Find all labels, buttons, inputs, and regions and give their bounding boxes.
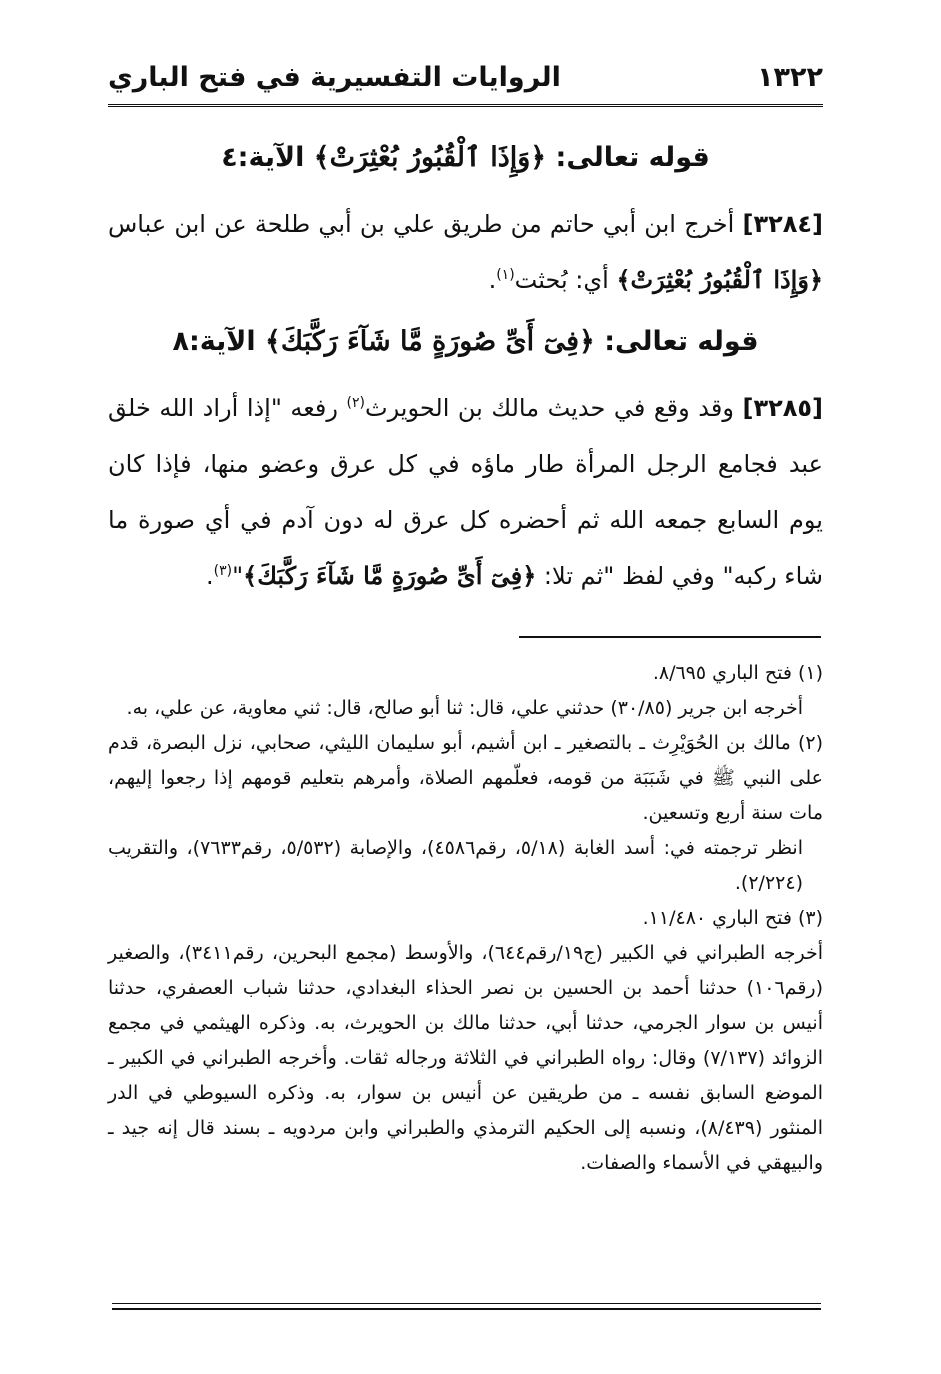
running-title: الروايات التفسيرية في فتح الباري [108,62,561,93]
paragraph-text: وقد وقع في حديث مالك بن الحويرث [364,394,734,422]
heading-suffix: الآية:٨ [172,326,256,357]
paragraph-text: أخرج ابن أبي حاتم من طريق علي بن أبي طلحة عن ابن عباس [108,210,735,238]
paragraph-text: أي: بُحثت [514,266,609,294]
footnote-ref: (٢) [346,395,365,411]
heading-suffix: الآية:٤ [221,142,305,173]
verse-heading-2 [108,322,823,362]
heading-verse: ﴿وَإِذَا ٱلْقُبُورُ بُعْثِرَتْ﴾ [313,142,547,173]
entry-number: [٣٢٨٥] [742,394,823,422]
footnote-2-head: (٢) مالك بن الحُوَيْرِث ـ بالتصغير ـ ابن أشيم، أبو سليمان الليثي، صحابي، نزل البصرة، قدم على النبي ﷺ في شَبَبَة من قومه، فعلّمهم الصلاة، وأمرهم بتعليم قومهم إذا رجعوا إليهم، مات سنة أربع وتسعين. [108,732,823,824]
footnote-ref: (١) [496,267,515,283]
paragraph-3285 [108,380,823,604]
paragraph-end: . [205,562,214,590]
footnote-1-head: (١) فتح الباري ٨/٦٩٥. [652,662,823,684]
paragraph-text: " [232,562,244,590]
page-number: ١٣٢٢ [757,62,823,93]
bottom-rule [112,1303,821,1310]
heading-verse: ﴿فِىٓ أَىِّ صُورَةٍ مَّا شَآءَ رَكَّبَكَ﴾ [265,326,595,357]
heading-prefix: قوله تعالى: [555,142,710,173]
footnote-3-head: (٣) فتح الباري ١١/٤٨٠. [642,907,823,929]
paragraph-text: رفعه "إذا أراد الله خلق عبد فجامع الرجل المرأة طار ماؤه في كل عرق وعضو منها، فإذا كان يوم السابع جمعه الله ثم أحضره كل عرق له دون آدم في أي صورة ما شاء ركبه" وفي لفظ "ثم تلا: [108,394,823,590]
footnotes [108,656,823,1181]
heading-prefix: قوله تعالى: [604,326,759,357]
quran-verse: ﴿وَإِذَا ٱلْقُبُورُ بُعْثِرَتْ﴾ [616,265,823,294]
page-header [108,58,823,107]
quran-verse: ﴿فِىٓ أَىِّ صُورَةٍ مَّا شَآءَ رَكَّبَكَ﴾ [243,561,537,590]
footnote-3-body: أخرجه الطبراني في الكبير (ج١٩/رقم٦٤٤)، والأوسط (مجمع البحرين، رقم٣٤١١)، والصغير (رقم١٠٦) حدثنا أحمد بن الحسين بن نصر الحذاء البغدادي، حدثنا شباب العصفري، حدثنا أنيس بن سوار الجرمي، حدثنا أبي، حدثنا مالك بن الحويرث، به. وذكره الهيثمي في مجمع الزوائد (٧/١٣٧) وقال: رواه الطبراني في الثلاثة ورجاله ثقات. وأخرجه الطبراني في الكبير ـ الموضع السابق نفسه ـ من طريقين عن أنيس بن سوار، به. وذكره السيوطي في الدر المنثور (٨/٤٣٩)، ونسبه إلى الحكيم الترمذي والطبراني وابن مردويه ـ بسند قال إنه جيد ـ والبيهقي في الأسماء والصفات. [108,942,824,1174]
footnote-2-body: انظر ترجمته في: أسد الغابة (٥/١٨، رقم٤٥٨٦)، والإصابة (٥/٥٣٢، رقم٧٦٣٣)، والتقريب (٢/٢٢٤). [108,837,804,894]
footnote-separator [519,636,821,638]
verse-heading-1 [108,138,823,178]
footnote-1-body: أخرجه ابن جرير (٣٠/٨٥) حدثني علي، قال: ثنا أبو صالح، قال: ثني معاوية، عن علي، به. [126,697,803,719]
paragraph-3284 [108,196,823,308]
footnote-ref: (٣) [213,563,233,579]
paragraph-end: . [488,266,497,294]
entry-number: [٣٢٨٤] [742,210,823,238]
